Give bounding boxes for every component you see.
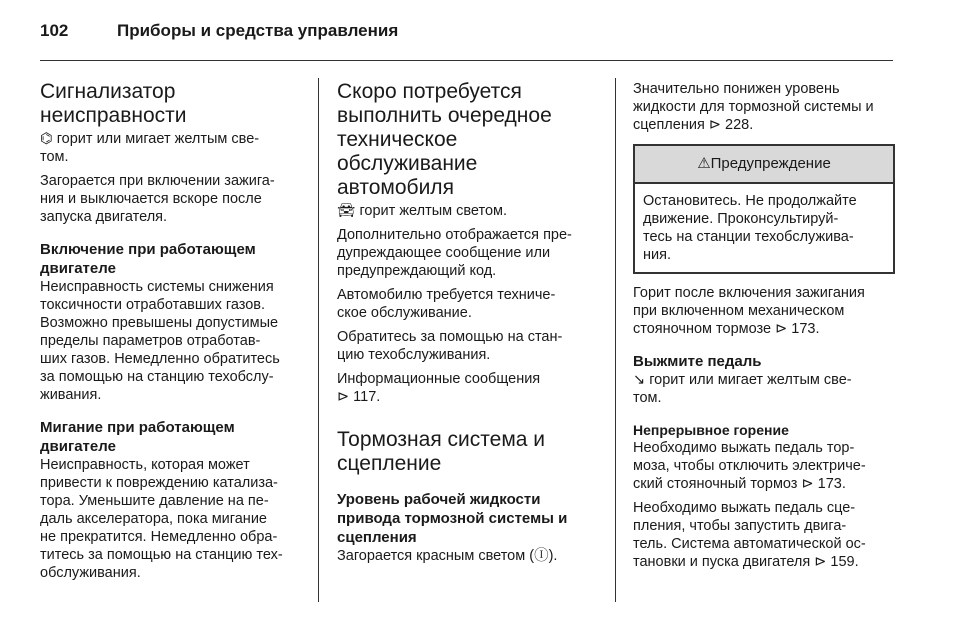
header-divider	[40, 60, 893, 61]
column-divider	[318, 78, 319, 602]
pedal-icon: ↘	[633, 372, 646, 388]
warning-title: Предупреждение	[710, 155, 831, 172]
page-number: 102	[40, 21, 69, 40]
service-car-icon: 🚘︎	[337, 203, 356, 219]
subheading: Непрерывное горение	[633, 422, 789, 438]
paragraph: Значительно понижен уровень жидкости для тормозной системы и сцепления ⊳ 228.	[633, 81, 874, 133]
paragraph: горит или мигает желтым све- том.	[40, 131, 260, 165]
paragraph: Неисправность системы снижения токсичности отработавших газов. Возможно превышены допустимые пределы параметров отработав- ших газов. Немедленно обратитесь за помощью на станцию техобслу- живания.	[40, 279, 280, 403]
paragraph: Горит после включения зажигания при включенном механическом стояночном тормозе ⊳ 173.	[633, 285, 865, 337]
page-header	[40, 21, 399, 41]
warning-text: Остановитесь. Не продолжайте движение. Проконсультируй- тесь на станции техобслужива- ния.	[643, 193, 857, 263]
paragraph: горит или мигает желтым све- том.	[633, 372, 852, 406]
paragraph: Неисправность, которая может привести к повреждению катализа- тора. Уменьшите давление на пе- даль акселератора, пока мигание не прекратится. Немедленно обра- титесь за помощью на станцию тех- обслуживания.	[40, 457, 283, 581]
paragraph: горит желтым светом.	[359, 203, 508, 219]
paragraph: Необходимо выжать педаль тор- моза, чтобы отключить электриче- ский стояночный тормоз ⊳ 173.	[633, 440, 866, 492]
paragraph: Загорается красным светом (Ⓘ).	[337, 548, 558, 564]
column-divider	[615, 78, 616, 602]
warning-box	[633, 144, 895, 274]
subheading: Уровень рабочей жидкости привода тормозной системы и сцепления	[337, 491, 568, 546]
column-3	[633, 80, 898, 577]
engine-check-icon: ⌬	[40, 131, 53, 147]
subheading: Мигание при работающем двигателе	[40, 419, 235, 455]
heading-service: Скоро потребуется выполнить очередное техническое обслуживание автомобиля	[337, 80, 552, 199]
paragraph: Обратитесь за помощью на стан- цию техобслуживания.	[337, 329, 563, 363]
subheading: Выжмите педаль	[633, 353, 762, 370]
paragraph: Информационные сообщения ⊳ 117.	[337, 371, 541, 405]
paragraph: Дополнительно отображается пре- дупреждающее сообщение или предупреждающий код.	[337, 227, 572, 279]
paragraph: Загорается при включении зажига- ния и выключается вскоре после запуска двигателя.	[40, 173, 275, 225]
section-title: Приборы и средства управления	[117, 21, 399, 40]
paragraph: Автомобилю требуется техниче- ское обслуживание.	[337, 287, 556, 321]
column-2	[337, 80, 602, 571]
heading-brakes: Тормозная система и сцепление	[337, 428, 546, 475]
paragraph: Необходимо выжать педаль сце- пления, чтобы запустить двига- тель. Система автоматической ос- тановки и пуска двигателя ⊳ 159.	[633, 500, 866, 570]
warning-triangle-icon: ⚠	[697, 155, 711, 172]
column-1	[40, 80, 305, 588]
heading-malfunction: Сигнализатор неисправности	[40, 80, 187, 127]
subheading: Включение при работающем двигателе	[40, 241, 256, 277]
